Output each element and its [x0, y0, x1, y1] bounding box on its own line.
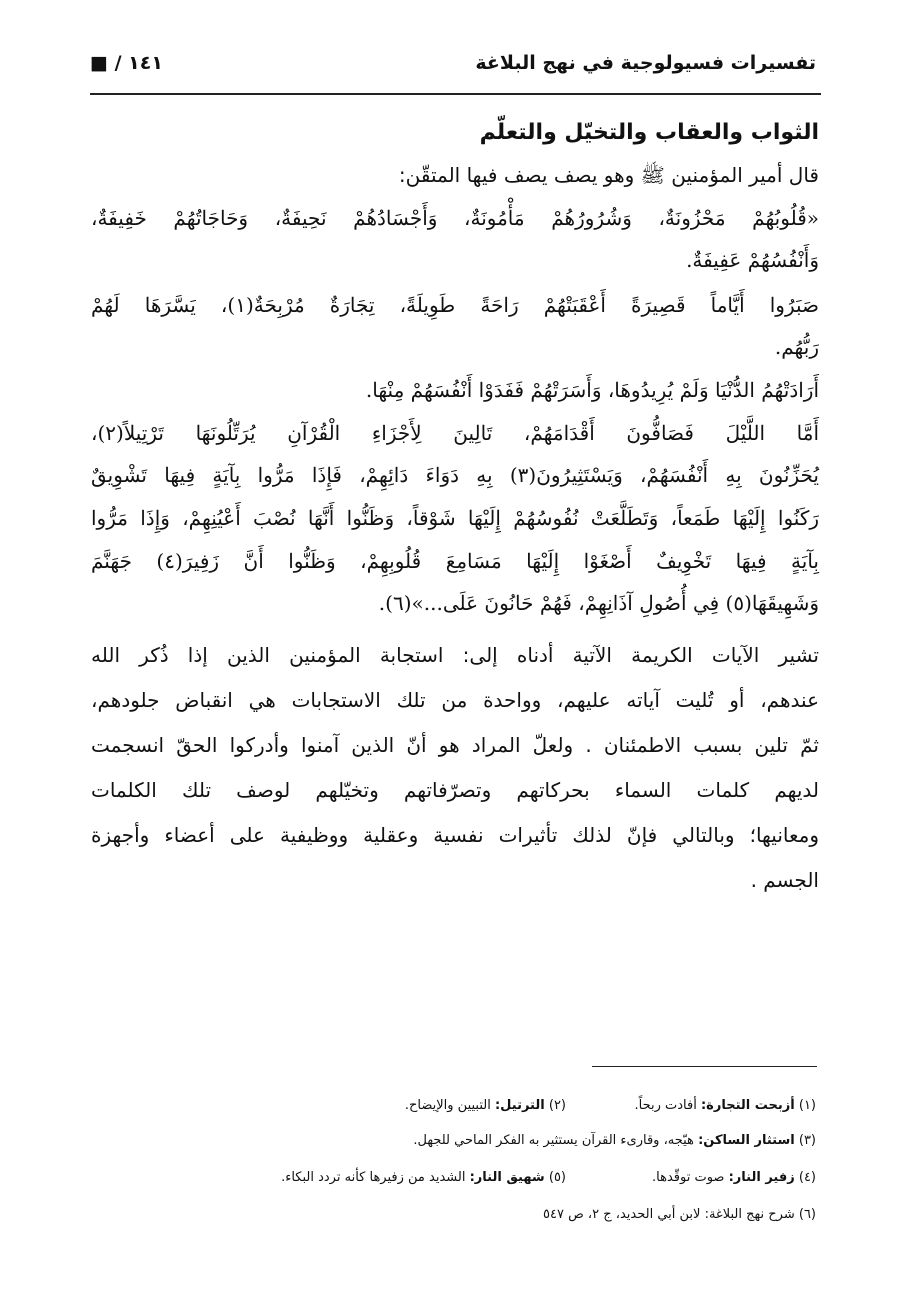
footnote-term: استثار الساكن: — [698, 1133, 795, 1148]
quote-line: وَشَهِيقَهَا(٥) فِي أُصُولِ آذَانِهِمْ، فَهُمْ حَانُونَ عَلَى...»(٦). — [378, 591, 819, 615]
footnote-term: أزبحت التجارة: — [700, 1098, 795, 1113]
footnote-text: التبيين والإيضاح. — [404, 1098, 491, 1113]
footnote-number: (٣) — [798, 1133, 816, 1148]
footnote-rule — [592, 1066, 817, 1067]
page-number: ■ / ١٤١ — [90, 52, 163, 74]
quote-line: «قُلُوبُهُمْ مَحْزُونَةٌ، وَشُرُورُهُمْ مَأْمُونَةٌ، وَأَجْسَادُهُمْ نَحِيفَةٌ، وَحَاجَاتُهُمْ خَفِيفَةٌ، — [91, 206, 819, 230]
intro-line: قال أمير المؤمنين ﷺ وهو يصف يصف فيها المتقّن: — [398, 163, 819, 187]
paragraph-line: لديهم كلمات السماء بحركاتهم وتصرّفاتهم وتخيّلهم لوصف تلك الكلمات — [91, 778, 819, 802]
paragraph-line: ثمّ تلين بسبب الاطمئنان . ولعلّ المراد هو أنّ الذين آمنوا وأدركوا الحقّ انسجمت — [91, 733, 819, 757]
footnote-term: زفير النار: — [728, 1170, 795, 1185]
quote-line: يُحَزِّنُونَ بِهِ أَنْفُسَهُمْ، وَيَسْتَثِيرُونَ(٣) بِهِ دَوَاءَ دَائِهِمْ، فَإِذَا مَرُّوا بِآيَةٍ فِيهَا تَشْوِيقٌ — [91, 463, 819, 487]
paragraph-line: عندهم، أو تُليت آياته عليهم، وواحدة من تلك الاستجابات هي انقباض جلودهم، — [91, 688, 819, 712]
header-rule — [90, 93, 821, 95]
footnote-text: هيّجه، وقارىء القرآن يستثير به الفكر الماحي للجهل. — [413, 1133, 694, 1148]
quote-line: بِآيَةٍ فِيهَا تَخْوِيفٌ أَصْغَوْا إِلَيْهَا مَسَامِعَ قُلُوبِهِمْ، وَظَنُّوا أَنَّ زَفِيرَ(٤) جَهَنَّمَ — [91, 549, 819, 573]
quote-line: وَأَنْفُسُهُمْ عَفِيفَةٌ. — [686, 248, 819, 272]
paragraph-line: الجسم . — [750, 868, 819, 892]
footnote-text: أفادت ربحاً. — [634, 1098, 697, 1113]
paragraph-line: تشير الآيات الكريمة الآتية أدناه إلى: استجابة المؤمنين الذين إذا ذُكر الله — [91, 643, 819, 667]
footnote-number: (٤) — [798, 1170, 816, 1185]
footnote-number: (٥) — [548, 1170, 566, 1185]
section-title: الثواب والعقاب والتخيّل والتعلّم — [479, 120, 819, 145]
quote-line: أَرَادَتْهُمُ الدُّنْيَا وَلَمْ يُرِيدُوهَا، وَأَسَرَتْهُمْ فَفَدَوْا أَنْفُسَهُمْ مِنْهَا. — [365, 378, 819, 402]
footnote-text: الشديد من زفيرها كأنه تردد البكاء. — [281, 1170, 466, 1185]
footnote-2 — [405, 1098, 566, 1113]
footnote-1 — [635, 1098, 816, 1113]
footnote-3 — [413, 1133, 816, 1148]
paragraph-line: ومعانيها؛ وبالتالي فإنّ لذلك تأثيرات نفسية وعقلية ووظيفية على أعضاء وأجهزة — [91, 823, 819, 847]
quote-line: أَمَّا اللَّيْلَ فَصَافُّونَ أَقْدَامَهُمْ، تَالِينَ لِأَجْزَاءِ الْقُرْآنِ يُرَتِّلُونَهَا تَرْتِيلاً(٢)، — [91, 421, 819, 445]
footnote-4 — [652, 1170, 816, 1185]
footnote-term: شهيق النار: — [469, 1170, 545, 1185]
footnote-term: الترتيل: — [494, 1098, 545, 1113]
quote-line: رَبُّهُم. — [774, 335, 819, 359]
footnote-text: صوت توقّدها. — [652, 1170, 725, 1185]
footnote-5 — [281, 1170, 566, 1185]
footnote-number: (٢) — [548, 1098, 566, 1113]
footnote-6 — [543, 1207, 816, 1222]
footnote-number: (٦) — [798, 1207, 816, 1222]
quote-line: صَبَرُوا أَيَّاماً قَصِيرَةً أَعْقَبَتْهُمْ رَاحَةً طَوِيلَةً، تِجَارَةٌ مُرْبِحَةٌ(١)، يَسَّرَهَا لَهُمْ — [91, 293, 820, 317]
footnote-text: شرح نهج البلاغة: لابن أبي الحديد، ج ٢، ص ٥٤٧ — [542, 1207, 795, 1222]
footnote-number: (١) — [798, 1098, 816, 1113]
running-header-title: تفسيرات فسيولوجية في نهج البلاغة — [475, 52, 816, 74]
quote-line: رَكَنُوا إِلَيْهَا طَمَعاً، وَتَطَلَّعَتْ نُفُوسُهُمْ إِلَيْهَا شَوْقاً، وَظَنُّوا أَنَّهَا نُصْبَ أَعْيُنِهِمْ، وَإِذَا مَرُّوا — [91, 506, 819, 530]
